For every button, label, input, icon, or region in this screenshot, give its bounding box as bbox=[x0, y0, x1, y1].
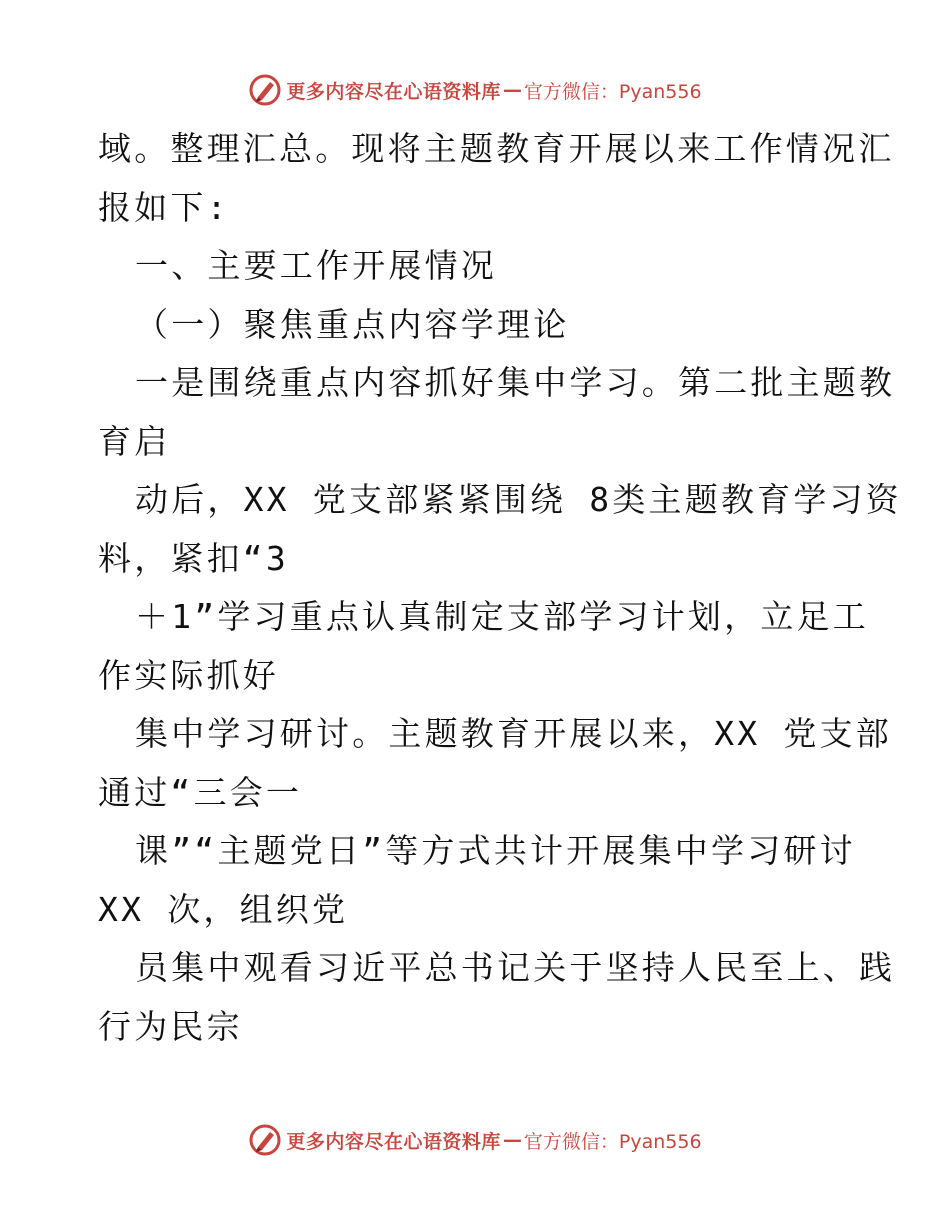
body-line: 域。整理汇总。现将主题教育开展以来工作情况汇 bbox=[98, 129, 895, 168]
body-line: 一是围绕重点内容抓好集中学习。第二批主题教 bbox=[135, 363, 896, 402]
header-watermark bbox=[0, 70, 950, 110]
body-line: 动后，XX 党支部紧紧围绕 8类主题教育学习资 bbox=[135, 480, 902, 519]
body-line: 员集中观看习近平总书记关于坚持人民至上、践 bbox=[135, 948, 896, 987]
body-line: 育启 bbox=[98, 421, 171, 461]
body-line: 报如下: bbox=[98, 187, 230, 227]
body-line: 行为民宗 bbox=[98, 1006, 243, 1046]
document-body bbox=[98, 120, 902, 1056]
body-line: ＋1”学习重点认真制定支部学习计划，立足工 bbox=[135, 597, 869, 636]
watermark-wechat: 官方微信：Pyan556 bbox=[523, 1130, 702, 1153]
watermark-text: 更多内容尽在心语资料库 bbox=[286, 80, 501, 103]
body-line: 料，紧扣“3 bbox=[98, 538, 289, 578]
footer-watermark bbox=[0, 1120, 950, 1160]
body-line: XX 次，组织党 bbox=[98, 889, 349, 929]
body-line: 课”“主题党日”等方式共计开展集中学习研讨 bbox=[135, 831, 856, 870]
subsection-heading: （一）聚焦重点内容学理论 bbox=[135, 304, 570, 344]
watermark-dash: — bbox=[502, 1129, 522, 1151]
watermark-text: 更多内容尽在心语资料库 bbox=[286, 1130, 501, 1153]
section-heading: 一、主要工作开展情况 bbox=[135, 246, 497, 285]
body-line: 集中学习研讨。主题教育开展以来，XX 党支部 bbox=[135, 714, 893, 753]
body-line: 通过“三会一 bbox=[98, 772, 303, 812]
pen-circle-logo-icon bbox=[248, 1123, 282, 1157]
body-line: 作实际抓好 bbox=[98, 655, 279, 695]
pen-circle-logo-icon bbox=[248, 73, 282, 107]
watermark-dash: — bbox=[502, 79, 522, 101]
watermark-wechat: 官方微信：Pyan556 bbox=[523, 80, 702, 103]
